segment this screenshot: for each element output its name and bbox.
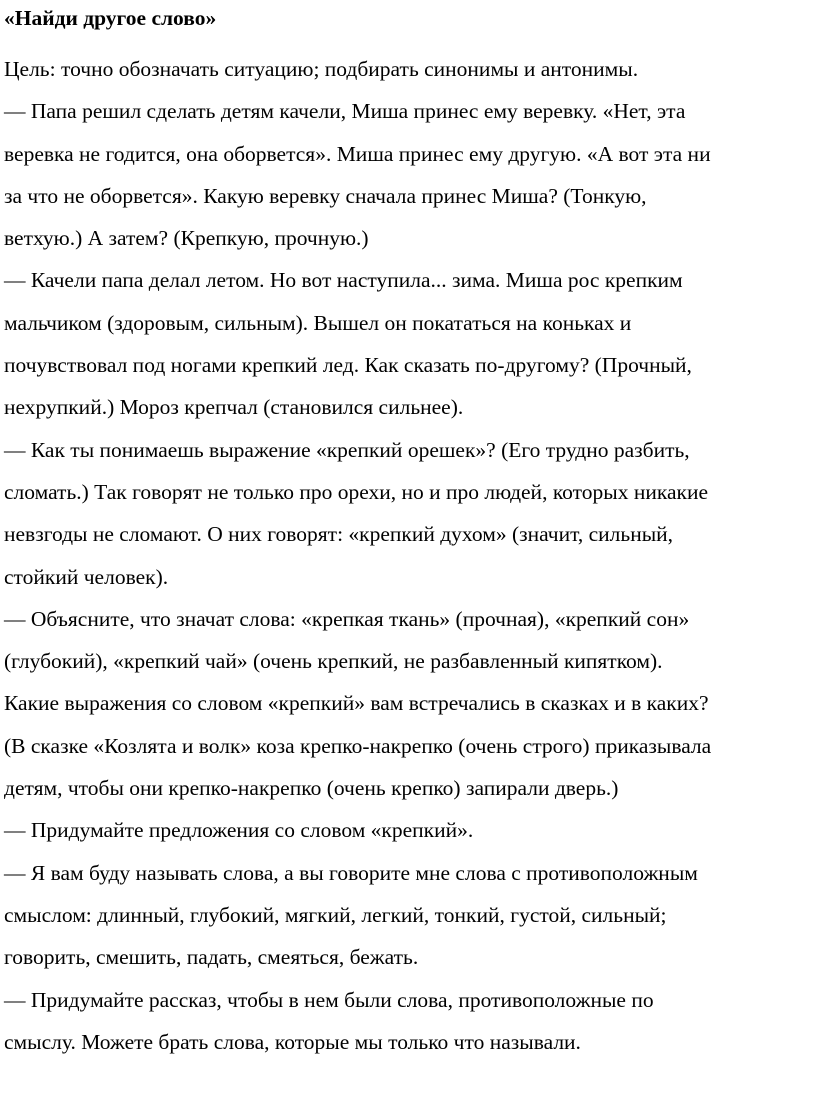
text-line: почувствовал под ногами крепкий лед. Как сказать по-другому? (Прочный, bbox=[4, 353, 692, 378]
text-line: стойкий человек). bbox=[4, 564, 169, 589]
text-line: детям, чтобы они крепко-накрепко (очень крепко) запирали дверь.) bbox=[4, 776, 619, 801]
text-line: сломать.) Так говорят не только про орехи, но и про людей, которых никакие bbox=[4, 479, 708, 504]
document-title: «Найди другое слово» bbox=[4, 6, 217, 30]
text-line: говорить, смешить, падать, смеяться, бежать. bbox=[4, 945, 419, 970]
text-line: невзгоды не сломают. О них говорят: «крепкий духом» (значит, сильный, bbox=[4, 522, 674, 547]
text-line: ветхую.) А затем? (Крепкую, прочную.) bbox=[4, 226, 369, 251]
text-line: смыслом: длинный, глубокий, мягкий, легкий, тонкий, густой, сильный; bbox=[4, 902, 667, 927]
text-line: Какие выражения со словом «крепкий» вам встречались в сказках и в каких? bbox=[4, 691, 709, 716]
text-line: за что не оборвется». Какую веревку сначала принес Миша? (Тонкую, bbox=[4, 183, 647, 208]
text-line: — Объясните, что значат слова: «крепкая ткань» (прочная), «крепкий сон» bbox=[4, 606, 690, 631]
text-line: (В сказке «Козлята и волк» коза крепко-накрепко (очень строго) приказывала bbox=[4, 733, 712, 758]
document-body bbox=[4, 48, 816, 1063]
text-line: — Качели папа делал летом. Но вот наступила... зима. Миша рос крепким bbox=[4, 268, 683, 293]
text-line: — Я вам буду называть слова, а вы говорите мне слова с противоположным bbox=[4, 860, 698, 885]
text-line: — Как ты понимаешь выражение «крепкий орешек»? (Его трудно разбить, bbox=[4, 437, 690, 462]
text-line: веревка не годится, она оборвется». Миша принес ему другую. «А вот эта ни bbox=[4, 141, 711, 166]
text-line: мальчиком (здоровым, сильным). Вышел он покататься на коньках и bbox=[4, 310, 632, 335]
text-line: — Папа решил сделать детям качели, Миша принес ему веревку. «Нет, эта bbox=[4, 99, 686, 124]
text-line: — Придумайте рассказ, чтобы в нем были слова, противоположные по bbox=[4, 987, 654, 1012]
text-line: смыслу. Можете брать слова, которые мы только что называли. bbox=[4, 1029, 581, 1054]
text-line: Цель: точно обозначать ситуацию; подбирать синонимы и антонимы. bbox=[4, 57, 639, 81]
text-line: (глубокий), «крепкий чай» (очень крепкий, не разбавленный кипятком). bbox=[4, 649, 663, 674]
text-line: — Придумайте предложения со словом «крепкий». bbox=[4, 818, 474, 843]
text-line: нехрупкий.) Мороз крепчал (становился сильнее). bbox=[4, 395, 464, 420]
